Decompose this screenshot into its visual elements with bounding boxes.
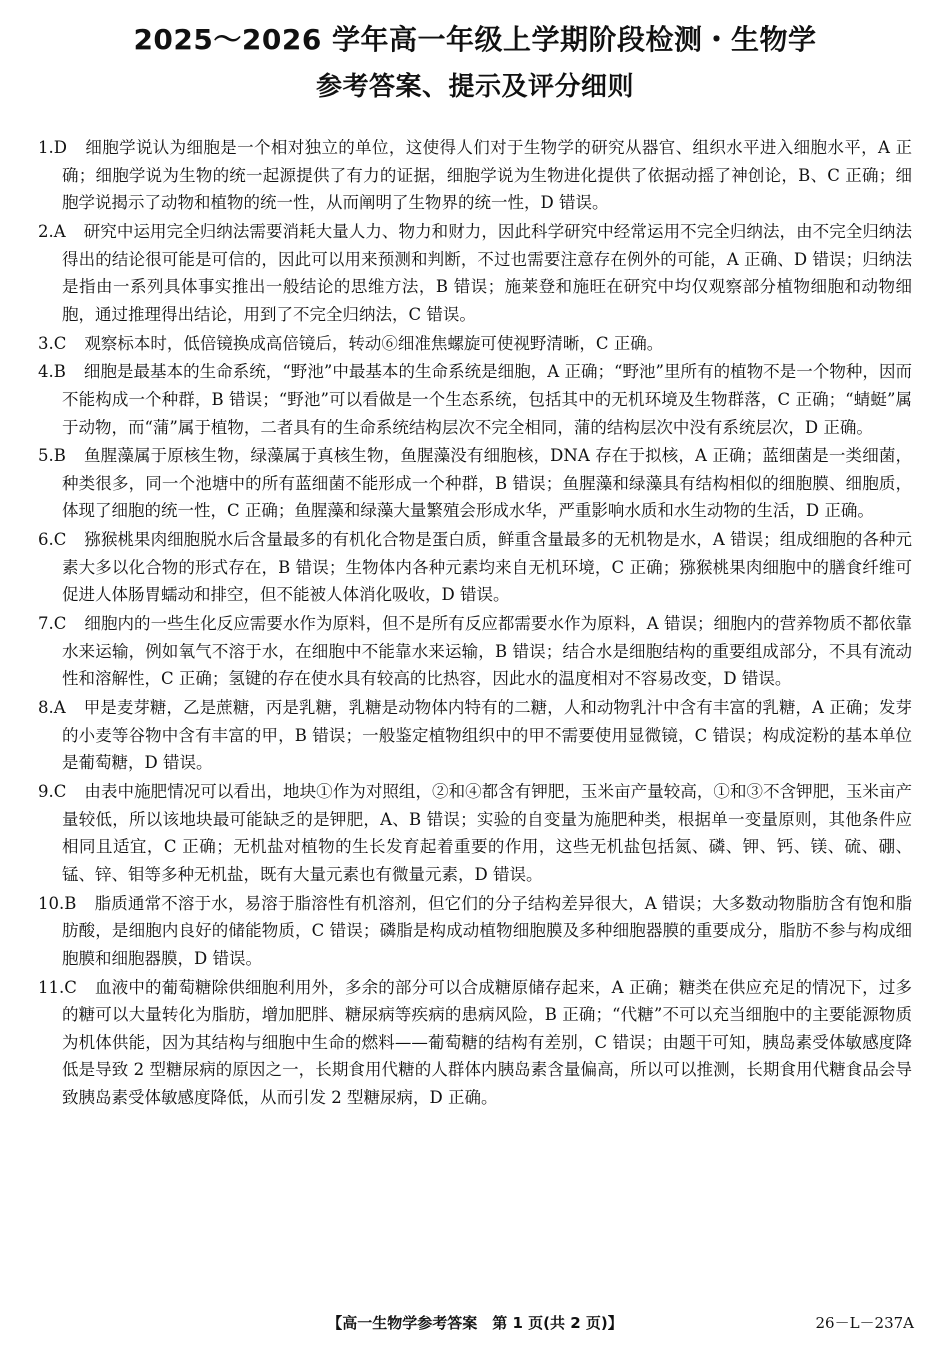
question-number: 11. xyxy=(38,977,65,997)
answer-explanation: 细胞是最基本的生命系统，“野池”中最基本的生命系统是细胞，A 正确；“野池”里所有的植物不是一个物种，因而不能构成一个种群，B 错误；“野池”可以看做是一个生态系统，包括其中的无机环境及生物群落，C 正确；“蜻蜓”属于动物，而“蒲”属于植物，二者具有的生命系统结构层次不完全相同，蒲的结构层次中没有系统层次，D 正确。 xyxy=(62,362,912,437)
answer-item xyxy=(38,442,912,525)
answer-explanation: 鱼腥藻属于原核生物，绿藻属于真核生物，鱼腥藻没有细胞核，DNA 存在于拟核，A 正确；蓝细菌是一类细菌，种类很多，同一个池塘中的所有蓝细菌不能形成一个种群，B 错误；鱼腥藻和绿藻具有结构相似的细胞膜、细胞质，体现了细胞的统一性，C 正确；鱼腥藻和绿藻大量繁殖会形成水华，严重影响水质和水生动物的生活，D 正确。 xyxy=(62,446,912,521)
answer-key: B xyxy=(53,362,66,382)
answer-item xyxy=(38,778,912,888)
question-number: 1. xyxy=(38,138,54,157)
answer-key: C xyxy=(53,782,67,802)
page-subtitle: 参考答案、提示及评分细则 xyxy=(315,72,634,102)
question-number: 10. xyxy=(38,893,65,913)
page-title: 2025～2026 学年高一年级上学期阶段检测・生物学 xyxy=(133,23,817,56)
answer-explanation: 观察标本时，低倍镜换成高倍镜后，转动⑥细准焦螺旋可使视野清晰，C 正确。 xyxy=(84,333,664,353)
answer-item xyxy=(38,218,912,328)
footer-code: 26－L－237A xyxy=(815,1314,914,1332)
answer-explanation: 脂质通常不溶于水，易溶于脂溶性有机溶剂，但它们的分子结构差异很大，A 错误；大多数动物脂肪含有饱和脂肪酸，是细胞内良好的储能物质，C 错误；磷脂是构成动植物细胞膜及多种细胞器膜的重要成分，脂肪不参与构成细胞膜和细胞器膜，D 错误。 xyxy=(62,893,912,968)
answer-key: C xyxy=(53,614,67,634)
answer-key: C xyxy=(64,977,77,997)
answer-item xyxy=(38,330,912,358)
answer-item xyxy=(38,358,912,441)
answer-explanation: 研究中运用完全归纳法需要消耗大量人力、物力和财力，因此科学研究中经常运用不完全归纳法，由不完全归纳法得出的结论很可能是可信的，因此可以用来预测和判断，不过也需要注意存在例外的可能，A 正确、D 错误；归纳法是指由一系列具体事实推出一般结论的思维方法，B 错误；施莱登和施旺在研究中均仅观察部分植物细胞和动物细胞，通过推理得出结论，用到了不完全归纳法，C 错误。 xyxy=(62,221,912,324)
answer-explanation: 细胞学说认为细胞是一个相对独立的单位，这使得人们对于生物学的研究从器官、组织水平进入细胞水平，A 正确；细胞学说为生物的统一起源提供了有力的证据，细胞学说为生物进化提供了依据动摇了神创论，B、C 正确；细胞学说揭示了动物和植物的统一性，从而阐明了生物界的统一性，D 错误。 xyxy=(62,138,912,213)
answer-item xyxy=(38,694,912,777)
page-footer xyxy=(0,1312,950,1334)
question-number: 6. xyxy=(38,530,54,550)
answer-item xyxy=(38,526,912,609)
question-number: 8. xyxy=(38,698,54,718)
answer-list xyxy=(38,134,912,1113)
answer-key: C xyxy=(53,530,67,550)
answer-item xyxy=(38,610,912,693)
question-number: 2. xyxy=(38,221,54,241)
answer-explanation: 血液中的葡萄糖除供细胞利用外，多余的部分可以合成糖原储存起来，A 正确；糖类在供应充足的情况下，过多的糖可以大量转化为脂肪，增加肥胖、糖尿病等疾病的患病风险，B 正确；“代糖”不可以充当细胞中的主要能源物质为机体供能，因为其结构与细胞中生命的燃料——葡萄糖的结构有差别，C 错误；由题干可知，胰岛素受体敏感度降低是导致 2 型糖尿病的原因之一，长期食用代糖的人群体内胰岛素含量偏高，所以可以推测，长期食用代糖食品会导致胰岛素受体敏感度降低，从而引发 2 型糖尿病，D 正确。 xyxy=(62,977,912,1108)
footer-label: 【高一生物学参考答案 第 1 页(共 2 页)】 xyxy=(327,1314,623,1332)
answer-key: B xyxy=(64,893,77,913)
answer-key: A xyxy=(53,221,66,241)
question-number: 3. xyxy=(38,333,54,353)
answer-explanation: 猕猴桃果肉细胞脱水后含量最多的有机化合物是蛋白质，鲜重含量最多的无机物是水，A 错误；组成细胞的各种元素大多以化合物的形式存在，B 错误；生物体内各种元素均来自无机环境，C 正确；猕猴桃果肉细胞中的膳食纤维可促进人体肠胃蠕动和排空，但不能被人体消化吸收，D 错误。 xyxy=(62,530,912,605)
answer-item xyxy=(38,134,912,217)
question-number: 7. xyxy=(38,614,54,634)
answer-key: C xyxy=(53,333,67,353)
question-number: 9. xyxy=(38,782,54,802)
question-number: 4. xyxy=(38,362,54,382)
answer-key: B xyxy=(53,446,66,466)
answer-item xyxy=(38,890,912,973)
answer-item xyxy=(38,974,912,1112)
question-number: 5. xyxy=(38,446,54,466)
answer-explanation: 由表中施肥情况可以看出，地块①作为对照组，②和④都含有钾肥，玉米亩产量较高，①和③不含钾肥，玉米亩产量较低，所以该地块最可能缺乏的是钾肥，A、B 错误；实验的自变量为施肥种类，根据单一变量原则，其他条件应相同且适宜，C 正确；无机盐对植物的生长发育起着重要的作用，这些无机盐包括氮、磷、钾、钙、镁、硫、硼、锰、锌、钼等多种无机盐，既有大量元素也有微量元素，D 错误。 xyxy=(62,782,912,884)
answer-explanation: 细胞内的一些生化反应需要水作为原料，但不是所有反应都需要水作为原料，A 错误；细胞内的营养物质不都依靠水来运输，例如氧气不溶于水，在细胞中不能靠水来运输，B 错误；结合水是细胞结构的重要组成部分，不具有流动性和溶解性，C 正确；氢键的存在使水具有较高的比热容，因此水的温度相对不容易改变，D 错误。 xyxy=(62,614,912,689)
answer-explanation: 甲是麦芽糖，乙是蔗糖，丙是乳糖，乳糖是动物体内特有的二糖，人和动物乳汁中含有丰富的乳糖，A 正确；发芽的小麦等谷物中含有丰富的甲，B 错误；一般鉴定植物组织中的甲不需要使用显微镜，C 错误；构成淀粉的基本单位是葡萄糖，D 错误。 xyxy=(62,698,912,773)
answer-key: A xyxy=(53,698,66,718)
answer-key: D xyxy=(53,138,67,157)
